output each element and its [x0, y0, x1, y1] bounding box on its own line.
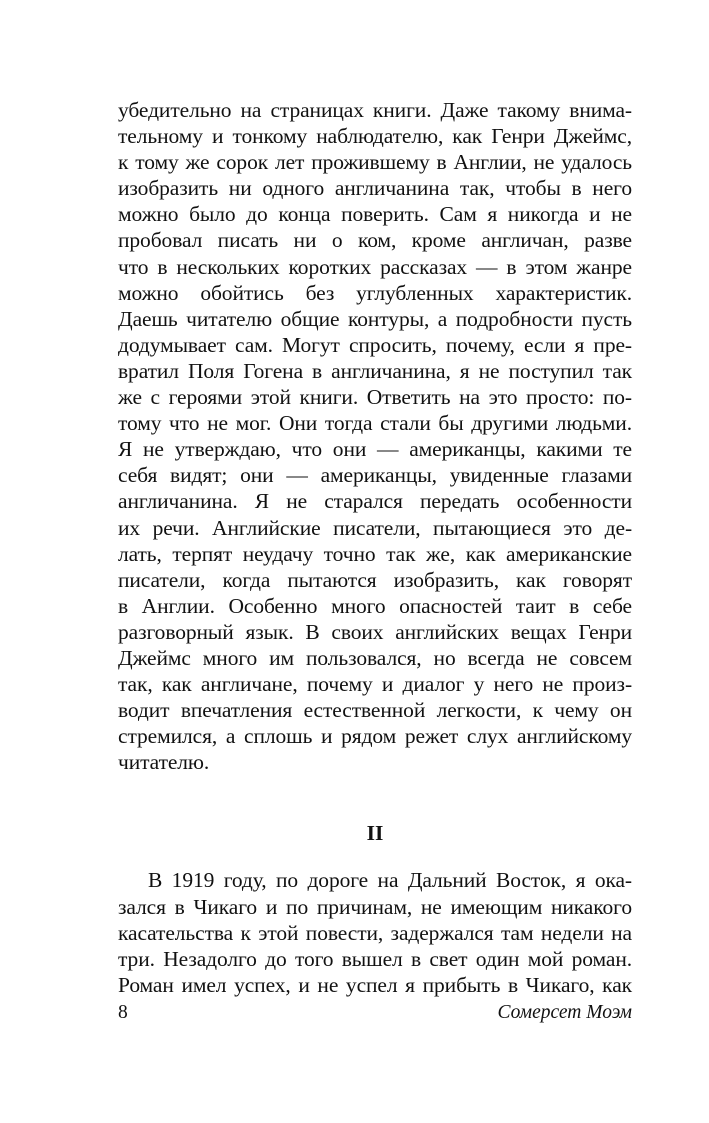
- text-line: убедительно на страницах книги. Даже такому внима-: [118, 98, 632, 122]
- paragraph-1: [118, 97, 632, 775]
- text-line: в Англии. Особенно много опасностей таит в себе: [118, 593, 632, 618]
- section-heading: II: [366, 821, 384, 846]
- page-number: 8: [118, 1002, 128, 1023]
- text-line: Я не утверждаю, что они — американцы, какими те: [118, 437, 632, 462]
- text-line: англичанина. Я не старался передать особенности: [118, 489, 632, 514]
- running-author: Сомерсет Моэм: [497, 1002, 632, 1023]
- page-body: [118, 97, 632, 998]
- text-line: В 1919 году, по дороге на Дальний Восток, я ока-: [148, 868, 632, 893]
- text-line: же с героями этой книги. Ответить на это просто: по-: [118, 385, 632, 410]
- text-line: зался в Чикаго и по причинам, не имеющим никакого: [118, 894, 632, 919]
- text-line: вратил Поля Гогена в англичанина, я не поступил так: [118, 358, 632, 383]
- text-line: можно было до конца поверить. Сам я никогда и не: [118, 202, 632, 227]
- text-line: изобразить ни одного англичанина так, чтобы в него: [118, 176, 632, 201]
- page-footer: [118, 1000, 632, 1026]
- text-line: три. Незадолго до того вышел в свет один мой роман.: [118, 946, 632, 971]
- text-line: стремился, а сплошь и рядом режет слух английскому: [118, 724, 632, 749]
- text-line: можно обойтись без углубленных характеристик.: [118, 280, 632, 305]
- text-line: Роман имел успех, и не успел я прибыть в Чикаго, как: [118, 972, 632, 997]
- text-line: водит впечатления естественной легкости, к чему он: [118, 698, 632, 723]
- text-line: лать, терпят неудачу точно так же, как американские: [118, 541, 632, 566]
- text-line: Джеймс много им пользовался, но всегда не совсем: [118, 645, 632, 670]
- text-line: касательства к этой повести, задержался там недели на: [118, 920, 632, 945]
- text-line: пробовал писать ни о ком, кроме англичан, разве: [118, 228, 632, 253]
- text-line: так, как англичане, почему и диалог у него не произ-: [118, 672, 632, 697]
- text-line: разговорный язык. В своих английских вещах Генри: [118, 619, 632, 644]
- text-line: себя видят; они — американцы, увиденные глазами: [118, 463, 632, 488]
- text-line: тому что не мог. Они тогда стали бы другими людьми.: [118, 411, 632, 436]
- text-line: писатели, когда пытаются изобразить, как говорят: [118, 567, 632, 592]
- text-line: Даешь читателю общие контуры, а подробности пусть: [118, 306, 632, 331]
- text-line: тельному и тонкому наблюдателю, как Генри Джеймс,: [118, 124, 632, 149]
- text-line: додумывает сам. Могут спросить, почему, если я пре-: [118, 332, 632, 357]
- text-line: что в нескольких коротких рассказах — в этом жанре: [118, 254, 632, 279]
- paragraph-2: [118, 867, 632, 997]
- text-line: читателю.: [118, 750, 210, 775]
- text-line: их речи. Английские писатели, пытающиеся это де-: [118, 515, 632, 540]
- text-line: к тому же сорок лет прожившему в Англии, не удалось: [118, 150, 632, 175]
